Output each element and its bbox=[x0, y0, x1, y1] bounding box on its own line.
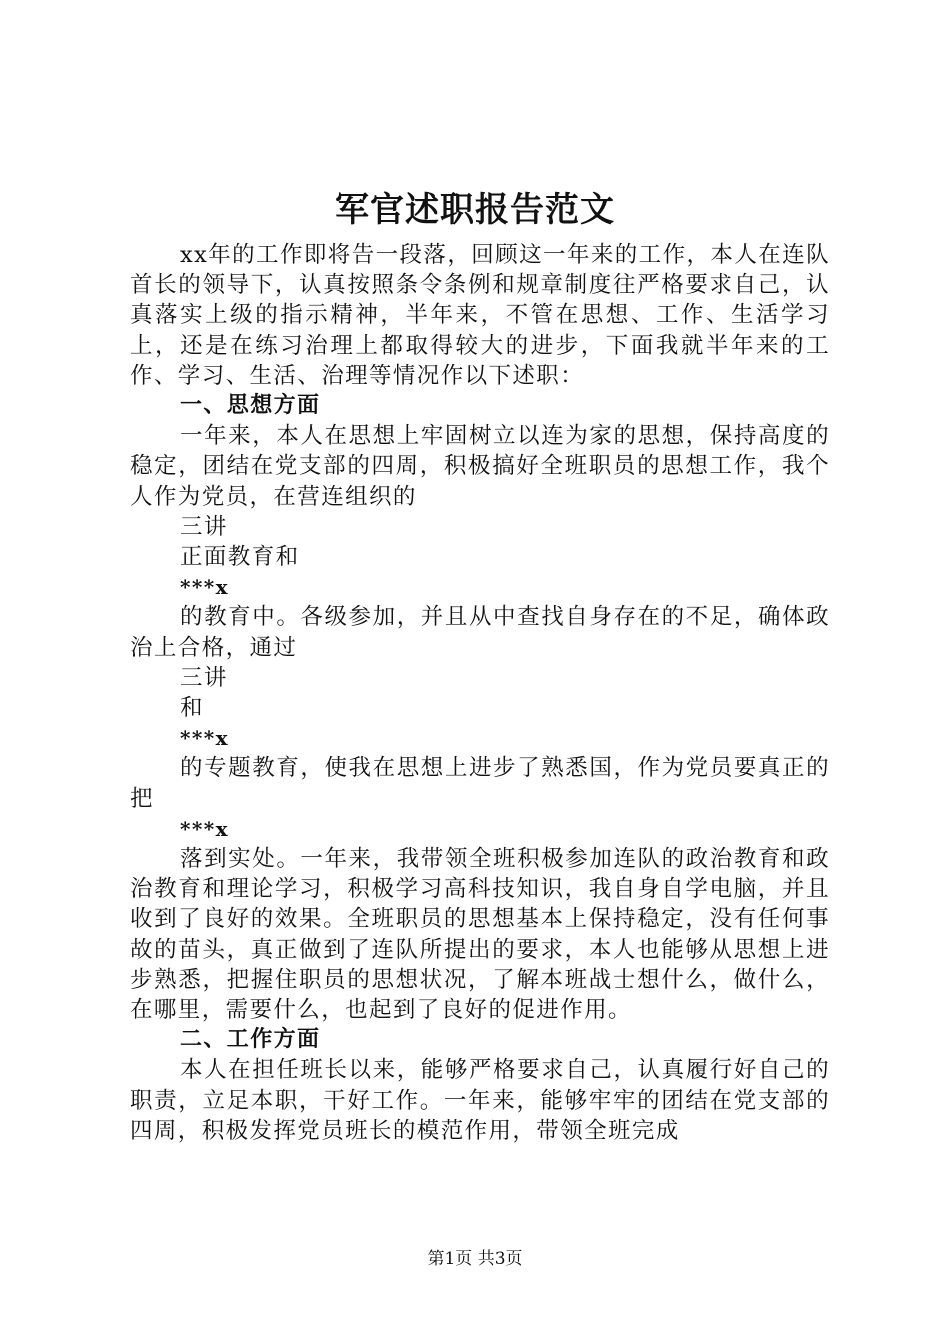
page-number-footer: 第1页 共3页 bbox=[427, 1249, 523, 1269]
work-paragraph-1: 本人在担任班长以来，能够严格要求自己，认真履行好自己的职责，立足本职，干好工作。一年来，能够牢牢的团结在党支部的四周，积极发挥党员班长的模范作用，带领全班完成 bbox=[130, 1057, 830, 1144]
thought-paragraph-3: 的专题教育，使我在思想上进步了熟悉国，作为党员要真正的把 bbox=[130, 755, 830, 812]
thought-paragraph-1: 一年来，本人在思想上牢固树立以连为家的思想，保持高度的稳定，团结在党支部的四周，积极搞好全班职员的思想工作，我个人作为党员，在营连组织的 bbox=[130, 423, 830, 510]
fragment-positive-education: 正面教育和 bbox=[180, 544, 300, 571]
document-body bbox=[130, 240, 830, 1146]
thought-paragraph-4: 落到实处。一年来，我带领全班积极参加连队的政治教育和政治教育和理论学习，积极学习高科技知识，我自身自学电脑，并且收到了良好的效果。全班职员的思想基本上保持稳定，没有任何事故的苗头，真正做到了连队所提出的要求，本人也能够从思想上进步熟悉，把握住职员的思想状况，了解本班战士想什么，做什么，在哪里，需要什么，也起到了良好的促进作用。 bbox=[130, 846, 830, 1024]
fragment-masked-1: ***x bbox=[180, 575, 229, 600]
intro-paragraph: xx年的工作即将告一段落，回顾这一年来的工作，本人在连队首长的领导下，认真按照条令条例和规章制度往严格要求自己，认真落实上级的指示精神，半年来，不管在思想、工作、生活学习上，还是在练习治理上都取得较大的进步，下面我就半年来的工作、学习、生活、治理等情况作以下述职： bbox=[130, 242, 830, 389]
fragment-and: 和 bbox=[180, 695, 204, 722]
fragment-san-jiang-2: 三讲 bbox=[180, 664, 228, 691]
document-title: 军官述职报告范文 bbox=[335, 190, 615, 230]
fragment-masked-3: ***x bbox=[180, 816, 229, 841]
fragment-san-jiang-1: 三讲 bbox=[180, 513, 228, 540]
section-heading-work: 二、工作方面 bbox=[180, 1027, 321, 1053]
thought-paragraph-2: 的教育中。各级参加，并且从中查找自身存在的不足，确体政治上合格，通过 bbox=[130, 604, 830, 661]
section-heading-thought: 一、思想方面 bbox=[180, 393, 321, 419]
fragment-masked-2: ***x bbox=[180, 726, 229, 751]
